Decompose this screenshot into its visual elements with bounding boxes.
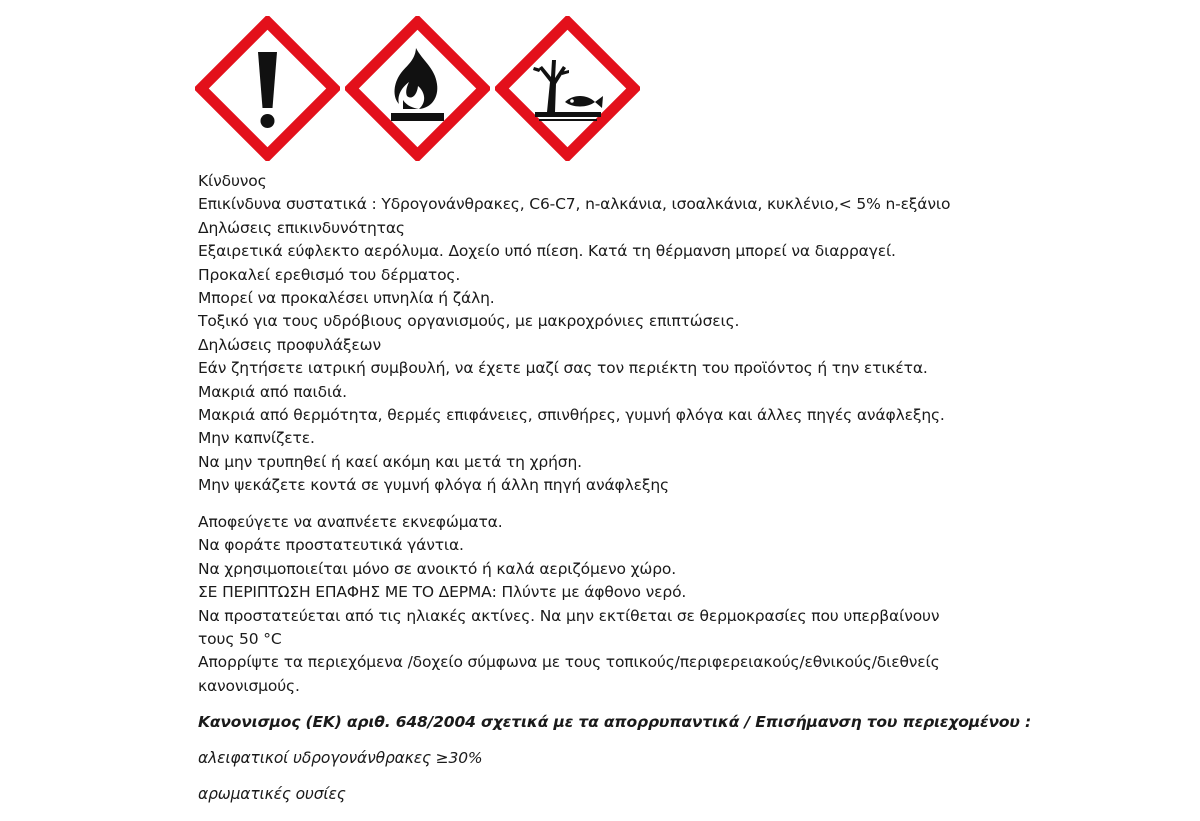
flame-icon <box>345 16 490 161</box>
precautionary-statement: Μην καπνίζετε. <box>198 429 315 448</box>
precautionary-statement: Να μην τρυπηθεί ή καεί ακόμη και μετά τη χρήση. <box>198 452 582 471</box>
hazard-statement: Μπορεί να προκαλέσει υπνηλία ή ζάλη. <box>198 288 495 307</box>
precautionary-statement: Να φοράτε προστατευτικά γάντια. <box>198 536 464 555</box>
exclamation-mark-icon <box>195 16 340 161</box>
signal-word: Κίνδυνος <box>198 172 267 190</box>
hazard-statement: Εξαιρετικά εύφλεκτο αερόλυμα. Δοχείο υπό πίεση. Κατά τη θέρμανση μπορεί να διαρραγεί. <box>198 242 896 261</box>
precautionary-statement: Να χρησιμοποιείται μόνο σε ανοικτό ή καλά αεριζόμενο χώρο. <box>198 559 676 578</box>
precautionary-statement: Απορρίψτε τα περιεχόμενα /δοχείο σύμφωνα με τους τοπικούς/περιφερειακούς/εθνικούς/διεθνείς <box>198 653 940 672</box>
regulation-heading: Κανονισμος (ΕΚ) αριθ. 648/2004 σχετικά με τα απορρυπαντικά / Επισήμανση του περιεχομένου : <box>198 713 1031 731</box>
precautionary-statement: Εάν ζητήσετε ιατρική συμβουλή, να έχετε μαζί σας τον περιέκτη του προϊόντος ή την ετικέτα. <box>198 359 928 378</box>
precautionary-statement: Μακριά από παιδιά. <box>198 382 347 401</box>
precautionary-statement: ΣΕ ΠΕΡΙΠΤΩΣΗ ΕΠΑΦΗΣ ΜΕ ΤΟ ΔΕΡΜΑ: Πλύντε με άφθονο νερό. <box>198 583 687 602</box>
environment-hazard-icon <box>495 16 640 161</box>
additional-precautions <box>198 511 940 698</box>
precautionary-statement: Μην ψεκάζετε κοντά σε γυμνή φλόγα ή άλλη πηγή ανάφλεξης <box>198 476 670 495</box>
ingredient-item: αρωματικές ουσίες <box>198 785 346 803</box>
hazard-statement: Προκαλεί ερεθισμό του δέρματος. <box>198 265 461 284</box>
hazardous-components: Επικίνδυνα συστατικά : Υδρογονάνθρακες, C6-C7, n-αλκάνια, ισοαλκάνια, κυκλένιο,< 5% n-εξάνιο <box>198 195 951 214</box>
precautionary-statement: τους 50 °C <box>198 629 282 648</box>
hazard-pictograms <box>195 16 645 161</box>
precautionary-statement: Μακριά από θερμότητα, θερμές επιφάνειες, σπινθήρες, γυμνή φλόγα και άλλες πηγές ανάφλεξης. <box>198 405 945 424</box>
hazard-statements-heading: Δηλώσεις επικινδυνότητας <box>198 218 405 237</box>
precautionary-statement: Αποφεύγετε να αναπνέετε εκνεφώματα. <box>198 513 503 531</box>
ingredient-item: αλειφατικοί υδρογονάνθρακες ≥30% <box>198 749 483 767</box>
hazard-statements <box>198 170 950 497</box>
hazard-statement: Τοξικό για τους υδρόβιους οργανισμούς, με μακροχρόνιες επιπτώσεις. <box>198 312 740 331</box>
precautionary-statement: κανονισμούς. <box>198 676 300 695</box>
precautionary-statements-heading: Δηλώσεις προφυλάξεων <box>198 335 381 354</box>
precautionary-statement: Να προστατεύεται από τις ηλιακές ακτίνες. Να μην εκτίθεται σε θερμοκρασίες που υπερβαίνουν <box>198 606 940 625</box>
